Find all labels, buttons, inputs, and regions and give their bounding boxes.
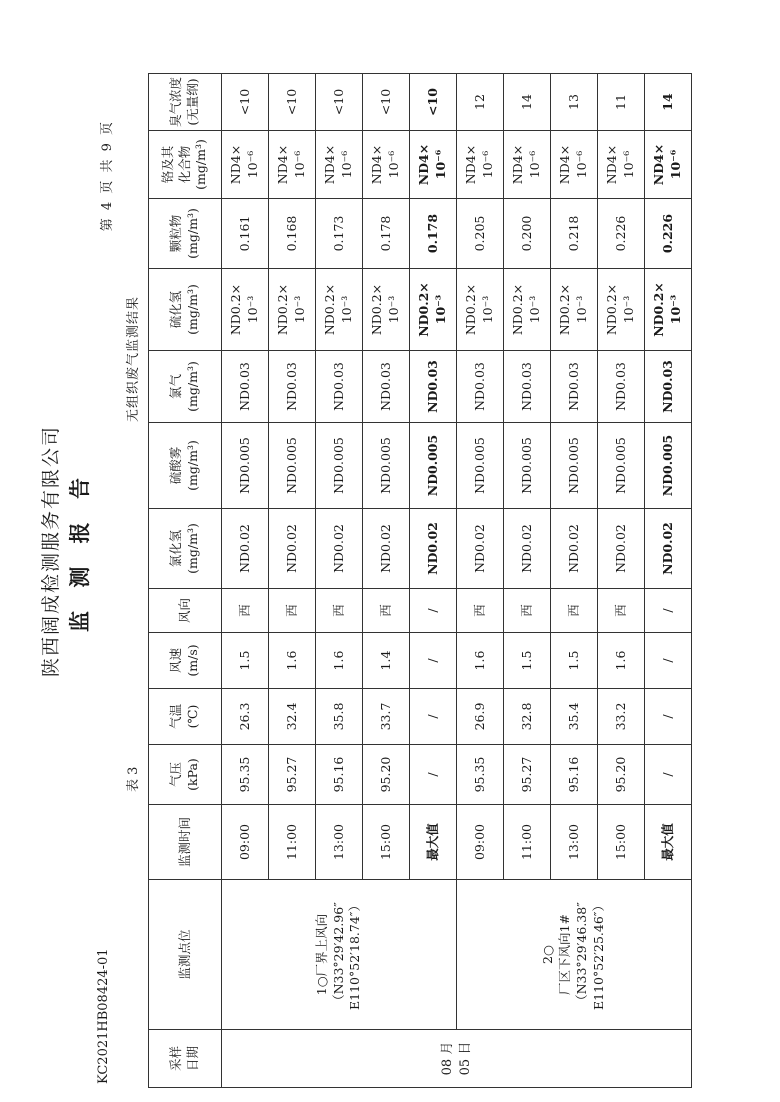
cell-h2s: ND0.2× 10⁻³ (457, 269, 504, 351)
cell-pressure: 95.20 (363, 745, 410, 805)
header-wind-direction: 风向 (149, 589, 222, 633)
header-temperature: 气温 (℃) (149, 689, 222, 745)
cell-temperature: 26.3 (222, 689, 269, 745)
cell-wind-speed: 1.5 (222, 633, 269, 689)
cell-odor: <10 (222, 74, 269, 131)
cell-wind-direction: 西 (504, 589, 551, 633)
cell-temperature: 26.9 (457, 689, 504, 745)
header-hcl: 氯化氢 (mg/m³) (149, 509, 222, 589)
cell-cl2: ND0.03 (269, 351, 316, 423)
cell-pm: 0.226 (598, 199, 645, 269)
cell-pm: 0.168 (269, 199, 316, 269)
header-date: 采样 日期 (149, 1030, 222, 1088)
cell-cl2: ND0.03 (316, 351, 363, 423)
cell-pressure: 95.16 (551, 745, 598, 805)
cell-chromium: ND4× 10⁻⁶ (363, 131, 410, 199)
cell-wind-speed: 1.5 (551, 633, 598, 689)
cell-wind-direction: 西 (598, 589, 645, 633)
cell-odor: <10 (316, 74, 363, 131)
cell-wind-direction: / (645, 589, 692, 633)
header-odor: 臭气浓度 (无量纲) (149, 74, 222, 131)
cell-h2s: ND0.2× 10⁻³ (504, 269, 551, 351)
cell-time: 15:00 (598, 805, 645, 880)
cell-temperature: / (410, 689, 457, 745)
cell-chromium: ND4× 10⁻⁶ (598, 131, 645, 199)
cell-chromium: ND4× 10⁻⁶ (457, 131, 504, 199)
cell-cl2: ND0.03 (504, 351, 551, 423)
cell-wind-direction: 西 (457, 589, 504, 633)
cell-time: 13:00 (551, 805, 598, 880)
table-row (457, 74, 504, 1088)
cell-chromium: ND4× 10⁻⁶ (269, 131, 316, 199)
cell-wind-speed: 1.5 (504, 633, 551, 689)
cell-h2so4: ND0.005 (457, 423, 504, 509)
cell-wind-direction: 西 (316, 589, 363, 633)
cell-odor: 14 (504, 74, 551, 131)
cell-temperature: / (645, 689, 692, 745)
cell-wind-speed: 1.6 (269, 633, 316, 689)
cell-h2so4: ND0.005 (269, 423, 316, 509)
cell-cl2: ND0.03 (598, 351, 645, 423)
cell-pm: 0.161 (222, 199, 269, 269)
cell-hcl: ND0.02 (504, 509, 551, 589)
cell-h2so4: ND0.005 (598, 423, 645, 509)
cell-time: 09:00 (222, 805, 269, 880)
cell-chromium: ND4× 10⁻⁶ (222, 131, 269, 199)
header-chromium: 铬及其 化合物 (mg/m³) (149, 131, 222, 199)
cell-chromium: ND4× 10⁻⁶ (551, 131, 598, 199)
header-cl2: 氯气 (mg/m³) (149, 351, 222, 423)
cell-pm: 0.226 (645, 199, 692, 269)
cell-h2so4: ND0.005 (551, 423, 598, 509)
cell-chromium: ND4× 10⁻⁶ (316, 131, 363, 199)
cell-temperature: 35.4 (551, 689, 598, 745)
cell-cl2: ND0.03 (551, 351, 598, 423)
cell-hcl: ND0.02 (316, 509, 363, 589)
cell-hcl: ND0.02 (363, 509, 410, 589)
table-row (222, 74, 269, 1088)
cell-time: 09:00 (457, 805, 504, 880)
cell-h2s: ND0.2× 10⁻³ (363, 269, 410, 351)
cell-odor: <10 (410, 74, 457, 131)
cell-wind-speed: 1.6 (598, 633, 645, 689)
cell-pressure: 95.20 (598, 745, 645, 805)
header-site: 监测点位 (149, 880, 222, 1030)
cell-hcl: ND0.02 (598, 509, 645, 589)
cell-wind-direction: / (410, 589, 457, 633)
cell-temperature: 32.8 (504, 689, 551, 745)
cell-pm: 0.178 (363, 199, 410, 269)
cell-pressure: 95.35 (457, 745, 504, 805)
cell-h2s: ND0.2× 10⁻³ (269, 269, 316, 351)
cell-time: 13:00 (316, 805, 363, 880)
report-number: KC2021HB08424-01 (96, 948, 111, 1084)
site-label: 1○厂界上风向 （N33°29′42.96″ E110°52′18.74″） (222, 880, 457, 1030)
cell-cl2: ND0.03 (410, 351, 457, 423)
cell-wind-direction: 西 (222, 589, 269, 633)
cell-chromium: ND4× 10⁻⁶ (410, 131, 457, 199)
cell-odor: <10 (269, 74, 316, 131)
cell-wind-speed: 1.4 (363, 633, 410, 689)
cell-hcl: ND0.02 (457, 509, 504, 589)
cell-hcl: ND0.02 (551, 509, 598, 589)
header-pressure: 气压 (kPa) (149, 745, 222, 805)
cell-pressure: 95.27 (504, 745, 551, 805)
cell-hcl: ND0.02 (410, 509, 457, 589)
cell-chromium: ND4× 10⁻⁶ (504, 131, 551, 199)
cell-odor: <10 (363, 74, 410, 131)
cell-h2s: ND0.2× 10⁻³ (222, 269, 269, 351)
cell-time: 11:00 (504, 805, 551, 880)
results-table (148, 73, 692, 1088)
cell-h2s: ND0.2× 10⁻³ (645, 269, 692, 351)
cell-wind-direction: 西 (363, 589, 410, 633)
cell-h2s: ND0.2× 10⁻³ (598, 269, 645, 351)
cell-h2so4: ND0.005 (363, 423, 410, 509)
cell-chromium: ND4× 10⁻⁶ (645, 131, 692, 199)
header-time: 监测时间 (149, 805, 222, 880)
cell-wind-speed: 1.6 (316, 633, 363, 689)
company-name: 陕西阔成检测服务有限公司 (40, 425, 62, 678)
page-number: 第 4 页 共 9 页 (100, 120, 115, 232)
cell-cl2: ND0.03 (457, 351, 504, 423)
table-header-row (149, 74, 222, 1088)
cell-wind-speed: / (645, 633, 692, 689)
cell-hcl: ND0.02 (269, 509, 316, 589)
cell-cl2: ND0.03 (222, 351, 269, 423)
cell-time: 最大值 (645, 805, 692, 880)
cell-pressure: 95.35 (222, 745, 269, 805)
cell-pm: 0.173 (316, 199, 363, 269)
cell-cl2: ND0.03 (645, 351, 692, 423)
cell-pm: 0.205 (457, 199, 504, 269)
cell-wind-speed: / (410, 633, 457, 689)
table-caption: 表 3 (126, 766, 141, 792)
cell-cl2: ND0.03 (363, 351, 410, 423)
section-caption: 无组织废气监测结果 (126, 295, 141, 422)
cell-temperature: 32.4 (269, 689, 316, 745)
cell-h2so4: ND0.005 (645, 423, 692, 509)
cell-h2so4: ND0.005 (316, 423, 363, 509)
header-wind-speed: 风速 (m/s) (149, 633, 222, 689)
cell-odor: 14 (645, 74, 692, 131)
header-pm: 颗粒物 (mg/m³) (149, 199, 222, 269)
cell-h2s: ND0.2× 10⁻³ (551, 269, 598, 351)
cell-odor: 11 (598, 74, 645, 131)
cell-odor: 12 (457, 74, 504, 131)
cell-time: 15:00 (363, 805, 410, 880)
cell-hcl: ND0.02 (222, 509, 269, 589)
site-label: 2○ 厂区下风向1# （N33°29′46.38″ E110°52′25.46″） (457, 880, 692, 1030)
cell-h2so4: ND0.005 (222, 423, 269, 509)
cell-pm: 0.218 (551, 199, 598, 269)
cell-pressure: 95.16 (316, 745, 363, 805)
report-title: 监 测 报 告 (67, 470, 92, 632)
header-h2s: 硫化氢 (mg/m³) (149, 269, 222, 351)
cell-time: 11:00 (269, 805, 316, 880)
cell-pm: 0.200 (504, 199, 551, 269)
cell-pressure: / (410, 745, 457, 805)
cell-temperature: 33.2 (598, 689, 645, 745)
cell-wind-speed: 1.6 (457, 633, 504, 689)
cell-wind-direction: 西 (269, 589, 316, 633)
cell-pm: 0.178 (410, 199, 457, 269)
cell-pressure: / (645, 745, 692, 805)
cell-temperature: 35.8 (316, 689, 363, 745)
cell-h2s: ND0.2× 10⁻³ (316, 269, 363, 351)
cell-h2so4: ND0.005 (410, 423, 457, 509)
cell-hcl: ND0.02 (645, 509, 692, 589)
cell-h2so4: ND0.005 (504, 423, 551, 509)
cell-pressure: 95.27 (269, 745, 316, 805)
cell-temperature: 33.7 (363, 689, 410, 745)
cell-time: 最大值 (410, 805, 457, 880)
sampling-date: 08 月 05 日 (222, 1030, 692, 1088)
cell-h2s: ND0.2× 10⁻³ (410, 269, 457, 351)
cell-odor: 13 (551, 74, 598, 131)
cell-wind-direction: 西 (551, 589, 598, 633)
header-h2so4: 硫酸雾 (mg/m³) (149, 423, 222, 509)
